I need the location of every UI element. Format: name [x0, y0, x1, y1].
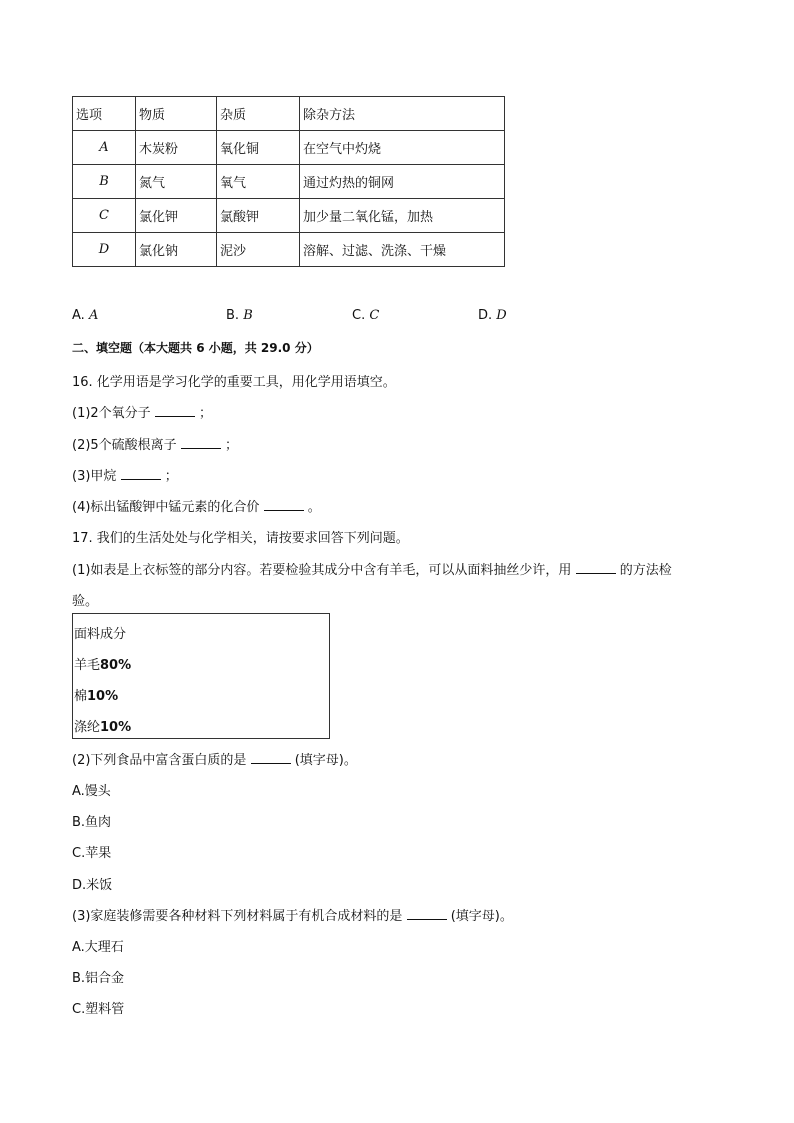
part2-text: (2)下列食品中富含蛋白质的是: [72, 753, 251, 768]
choice-value: D: [496, 308, 507, 323]
fabric-row: [74, 654, 131, 673]
choice-prefix: A.: [72, 308, 89, 323]
fabric-percent: 10%: [100, 720, 132, 735]
answer-choice-c[interactable]: [352, 308, 379, 323]
substance-cell: 氯化钠: [136, 233, 217, 267]
q17-part3-option-c[interactable]: C.塑料管: [72, 1002, 125, 1017]
option-cell: A: [73, 131, 136, 165]
method-cell: 加少量二氧化锰，加热: [300, 199, 505, 233]
answer-blank[interactable]: [181, 434, 221, 449]
fabric-row: [74, 623, 126, 642]
options-table: [72, 96, 505, 267]
option-cell: B: [73, 165, 136, 199]
answer-blank[interactable]: [251, 749, 291, 764]
q17-part2-option-c[interactable]: C.苹果: [72, 846, 112, 861]
item-text: (4)标出锰酸钾中锰元素的化合价: [72, 500, 264, 515]
header-cell: 选项: [73, 97, 136, 131]
item-text: (1)2个氧分子: [72, 406, 155, 421]
table-row: [73, 233, 505, 267]
fabric-label: 羊毛: [74, 658, 101, 673]
part3-text-end: (填字母)。: [446, 909, 513, 924]
q16-stem: 16. 化学用语是学习化学的重要工具，用化学用语填空。: [72, 375, 396, 390]
part2-text-end: (填字母)。: [290, 753, 357, 768]
fabric-label: 面料成分: [74, 627, 127, 642]
choice-prefix: D.: [478, 308, 497, 323]
q17-stem: 17. 我们的生活处处与化学相关，请按要求回答下列问题。: [72, 531, 409, 546]
section-title-part: 二、填空题（本大题共: [72, 341, 197, 355]
answer-blank[interactable]: [576, 559, 616, 574]
item-text: (2)5个硫酸根离子: [72, 438, 181, 453]
choice-prefix: B.: [226, 308, 244, 323]
method-cell: 溶解、过滤、洗涤、干燥: [300, 233, 505, 267]
option-cell: C: [73, 199, 136, 233]
fabric-percent: 80%: [100, 658, 132, 673]
item-end: ；: [160, 469, 178, 484]
fabric-label-box: [72, 613, 330, 739]
part1-text: (1)如表是上衣标签的部分内容。若要检验其成分中含有羊毛，可以从面料抽丝少许，用: [72, 563, 576, 578]
answer-blank[interactable]: [121, 465, 161, 480]
answer-blank[interactable]: [407, 905, 447, 920]
method-cell: 通过灼热的铜网: [300, 165, 505, 199]
fabric-row: [74, 685, 118, 704]
item-end: 。: [303, 500, 321, 515]
substance-cell: 氯化钾: [136, 199, 217, 233]
q17-part2-option-b[interactable]: B.鱼肉: [72, 815, 112, 830]
table-header-row: [73, 97, 505, 131]
section-question-count: 6: [196, 341, 205, 355]
table-row: [73, 131, 505, 165]
q17-part3-option-a[interactable]: A.大理石: [72, 940, 124, 955]
section-title-part: 分）: [290, 341, 319, 355]
fabric-percent: 10%: [87, 689, 119, 704]
header-cell: 除杂方法: [300, 97, 505, 131]
part3-text: (3)家庭装修需要各种材料下列材料属于有机合成材料的是: [72, 909, 407, 924]
table-row: [73, 165, 505, 199]
section-title: [72, 339, 319, 356]
answer-choice-b[interactable]: [226, 308, 253, 323]
fabric-label: 棉: [74, 689, 88, 704]
answer-blank[interactable]: [264, 496, 304, 511]
q17-part3-option-b[interactable]: B.铝合金: [72, 971, 125, 986]
header-cell: 物质: [136, 97, 217, 131]
item-text: (3)甲烷: [72, 469, 121, 484]
answer-choice-a[interactable]: [72, 308, 98, 323]
q17-part1-line1: [72, 559, 672, 578]
answer-blank[interactable]: [155, 402, 195, 417]
choice-prefix: C.: [352, 308, 370, 323]
q17-part2-option-a[interactable]: A.馒头: [72, 784, 111, 799]
q17-part2: [72, 749, 357, 768]
method-cell: 在空气中灼烧: [300, 131, 505, 165]
fabric-row: [74, 716, 131, 735]
answer-choice-d[interactable]: [478, 308, 507, 323]
option-cell: D: [73, 233, 136, 267]
table-row: [73, 199, 505, 233]
impurity-cell: 泥沙: [217, 233, 300, 267]
q16-item-2: [72, 434, 238, 453]
section-title-part: 小题，共: [204, 341, 261, 355]
substance-cell: 氮气: [136, 165, 217, 199]
q17-part1-line2: 验。: [72, 594, 99, 609]
choice-value: B: [243, 308, 253, 323]
impurity-cell: 氯酸钾: [217, 199, 300, 233]
q16-item-3: [72, 465, 178, 484]
q16-item-1: [72, 402, 212, 421]
item-end: ；: [220, 438, 238, 453]
impurity-cell: 氧化铜: [217, 131, 300, 165]
part1-text-end: 的方法检: [615, 563, 672, 578]
q17-part2-option-d[interactable]: D.米饭: [72, 878, 113, 893]
fabric-label: 涤纶: [74, 720, 101, 735]
section-total-score: 29.0: [260, 341, 291, 355]
choice-value: C: [369, 308, 380, 323]
choice-value: A: [88, 308, 99, 323]
q16-item-4: [72, 496, 321, 515]
q17-part3: [72, 905, 513, 924]
item-end: ；: [194, 406, 212, 421]
header-cell: 杂质: [217, 97, 300, 131]
impurity-cell: 氧气: [217, 165, 300, 199]
substance-cell: 木炭粉: [136, 131, 217, 165]
